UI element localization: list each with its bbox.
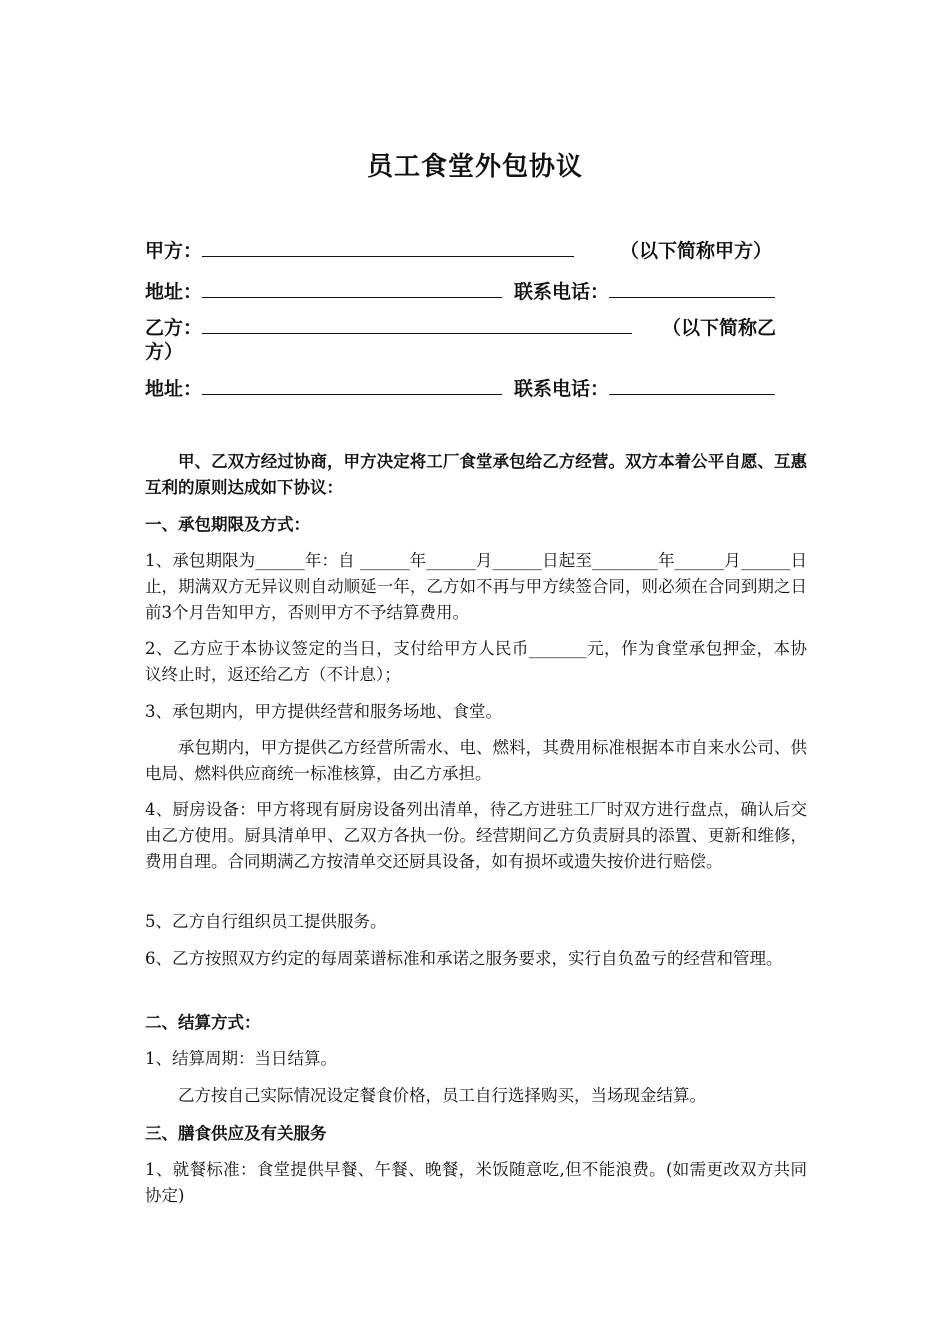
address-b-blank[interactable] — [202, 374, 502, 395]
party-b-row — [145, 313, 776, 341]
clause-1-5: 5、乙方自行组织员工提供服务。 — [145, 912, 387, 931]
party-b-note-wrap: 方） — [145, 341, 184, 363]
intro-paragraph: 甲、乙双方经过协商，甲方决定将工厂食堂承包给乙方经营。双方本着公平自愿、互惠互利的原则达成如下协议： — [145, 452, 807, 497]
clause-1-3b: 承包期内，甲方提供乙方经营所需水、电、燃料，其费用标准根据本市自来水公司、供电局、燃料供应商统一标准核算，由乙方承担。 — [145, 738, 807, 783]
party-b-blank[interactable] — [202, 313, 632, 334]
section-1-heading: 一、承包期限及方式： — [145, 515, 310, 534]
address-b-label: 地址： — [145, 378, 203, 400]
phone-b-label: 联系电话： — [514, 378, 610, 400]
party-a-note: （以下简称甲方） — [620, 240, 773, 262]
clause-1-1: 1、承包期限为______年：自 ______年______月______日起至________年______月______日止，期满双方无异议则自动顺延一年，乙方如不再与甲方续签合同，则必须在合同到期之日前3个月告知甲方，否则甲方不予结算费用。 — [145, 551, 807, 622]
party-a-blank[interactable] — [202, 236, 574, 257]
clause-1-4: 4、厨房设备：甲方将现有厨房设备列出清单，待乙方进驻工厂时双方进行盘点，确认后交由乙方使用。厨具清单甲、乙双方各执一份。经营期间乙方负责厨具的添置、更新和维修，费用自理。合同期满乙方按清单交还厨具设备，如有损坏或遗失按价进行赔偿。 — [145, 800, 807, 871]
phone-b-blank[interactable] — [609, 374, 775, 395]
clause-2-1b: 乙方按自己实际情况设定餐食价格，员工自行选择购买，当场现金结算。 — [178, 1086, 706, 1105]
clause-3-1: 1、就餐标准：食堂提供早餐、午餐、晚餐，米饭随意吃,但不能浪费。(如需更改双方共同协定) — [145, 1160, 807, 1205]
party-a-row — [145, 236, 772, 264]
address-a-blank[interactable] — [202, 277, 502, 298]
section-3-heading: 三、膳食供应及有关服务 — [145, 1124, 327, 1143]
phone-a-blank[interactable] — [609, 277, 775, 298]
party-b-note: （以下简称乙 — [662, 317, 777, 339]
clause-2-1: 1、结算周期：当日结算。 — [145, 1049, 337, 1068]
document-title: 员工食堂外包协议 — [366, 152, 583, 182]
phone-a-label: 联系电话： — [514, 281, 610, 303]
clause-1-2: 2、乙方应于本协议签定的当日，支付给甲方人民币_______元，作为食堂承包押金，本协议终止时，返还给乙方（不计息）； — [145, 639, 807, 684]
section-2-heading: 二、结算方式： — [145, 1013, 261, 1032]
address-b-row — [145, 374, 775, 402]
party-b-label: 乙方： — [145, 317, 203, 339]
clause-1-3: 3、承包期内，甲方提供经营和服务场地、食堂。 — [145, 702, 502, 721]
address-a-label: 地址： — [145, 281, 203, 303]
party-a-label: 甲方： — [145, 240, 203, 262]
address-a-row — [145, 277, 775, 305]
clause-1-6: 6、乙方按照双方约定的每周菜谱标准和承诺之服务要求，实行自负盈亏的经营和管理。 — [145, 949, 783, 968]
